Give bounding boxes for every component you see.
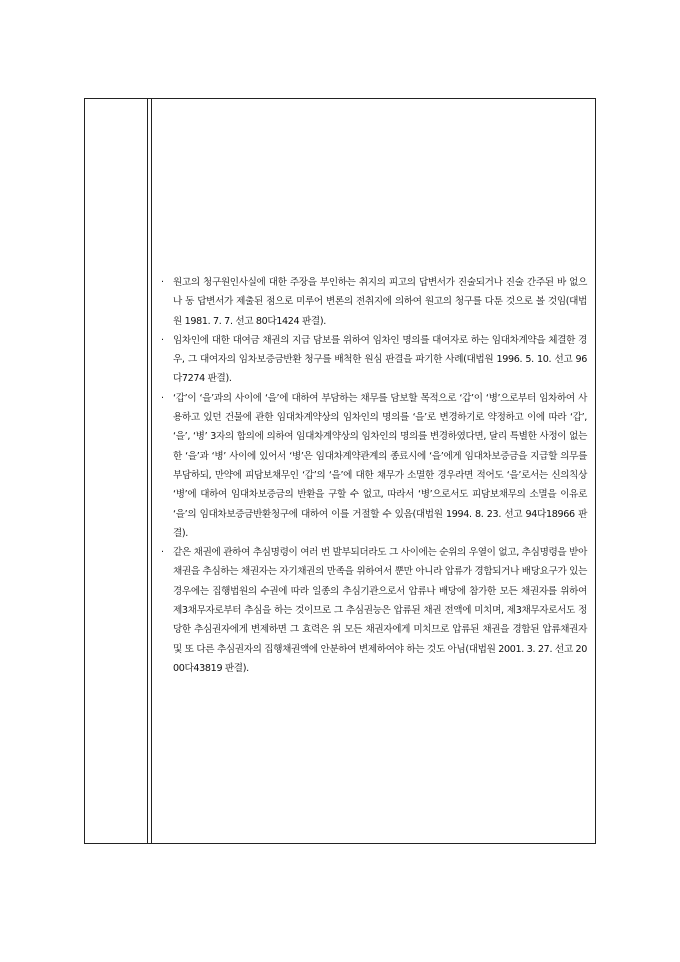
page-frame [84,98,596,844]
bullet-icon: · [161,277,164,288]
bullet-icon: · [161,547,164,559]
left-margin-column [85,99,148,843]
case-note-text: 원고의 청구원인사실에 대한 주장을 부인하는 취지의 피고의 답변서가 진술되거나 진술 간주된 바 없으나 동 답변서가 제출된 점으로 미루어 변론의 전취지에 의하여 원고의 청구를 다툰 것으로 볼 것임(대법원 1981. 7. 7. 선고 80다1424 판결). [173,277,587,327]
case-notes-content [161,273,587,678]
case-note-item [161,389,587,543]
case-note-item [161,543,587,678]
column-divider-double-line [151,99,152,843]
bullet-icon: · [161,392,164,404]
case-note-item [161,273,587,331]
case-note-text: 임차인에 대한 대여금 채권의 지급 담보를 위하여 임차인 명의를 대여자로 하는 임대차계약을 체결한 경우, 그 대여자의 임차보증금반환 청구를 배척한 원심 판결을 파기한 사례(대법원 1996. 5. 10. 선고 96다7274 판결). [173,334,587,385]
case-note-item [161,331,587,389]
bullet-icon: · [161,334,164,346]
case-note-text: ‘갑’이 ‘을’과의 사이에 ‘을’에 대하여 부담하는 채무를 담보할 목적으로 ‘갑’이 ‘병’으로부터 임차하여 사용하고 있던 건물에 관한 임대차계약상의 임차인의 명의를 ‘을’로 변경하기로 약정하고 이에 따라 ‘갑’, ‘을’, ‘병’ 3자의 합의에 의하여 임대차계약상의 임차인의 명의를 변경하였다면, 달리 특별한 사정이 없는 한 ‘을’과 ‘병’ 사이에 있어서 ‘병’은 임대차계약관계의 종료시에 ‘을’에게 임대차보증금을 지급할 의무를 부담하되, 만약에 피담보채무인 ‘갑’의 ‘을’에 대한 채무가 소멸한 경우라면 적어도 ‘을’로서는 신의칙상 ‘병’에 대하여 임대차보증금의 반환을 구할 수 없고, 따라서 ‘병’으로서도 피담보채무의 소멸을 이유로 ‘을’의 임대차보증금반환청구에 대하여 이를 거절할 수 있음(대법원 1994. 8. 23. 선고 94다18966 판결). [173,392,587,539]
case-note-text: 같은 채권에 관하여 추심명령이 여러 번 발부되더라도 그 사이에는 순위의 우열이 없고, 추심명령을 받아 채권을 추심하는 채권자는 자기채권의 만족을 위하여서 뿐만 아니라 압류가 경합되거나 배당요구가 있는 경우에는 집행법원의 수권에 따라 일종의 추심기관으로서 압류나 배당에 참가한 모든 채권자를 위하여 제3채무자로부터 추심을 하는 것이므로 그 추심권능은 압류된 채권 전액에 미치며, 제3채무자로서도 정당한 추심권자에게 변제하면 그 효력은 위 모든 채권자에게 미치므로 압류된 채권을 경합된 압류채권자 및 또 다른 추심권자의 집행채권액에 안분하여 변제하여야 하는 것도 아님(대법원 2001. 3. 27. 선고 2000다43819 판결). [173,547,587,674]
